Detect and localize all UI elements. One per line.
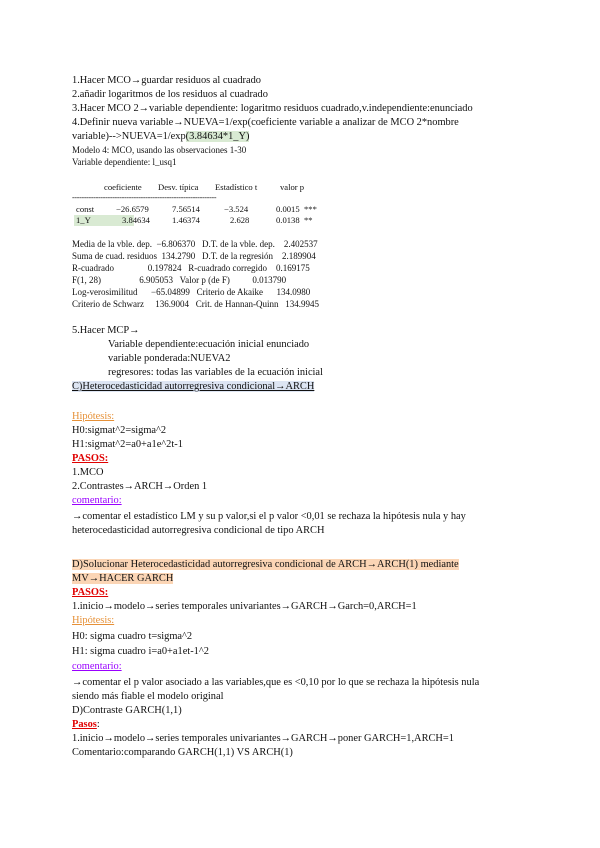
- step-4-formula: variable)-->NUEVA=1/exp: [72, 131, 186, 142]
- model-dep-var: Variable dependiente: l_usq1: [72, 157, 177, 167]
- pasos-label: PASOS:: [72, 453, 109, 464]
- step-5: 5.Hacer MCP→: [72, 325, 140, 336]
- pasos-label: PASOS:: [72, 587, 109, 598]
- step-5-dep: Variable dependiente:ecuación inicial enunciado: [108, 339, 310, 350]
- comentario-text: →comentar el estadístico LM y su p valor,si el p valor <0,01 se rechaza la hipótesis nula y hay: [72, 511, 466, 522]
- hipotesis-label: Hipótesis:: [72, 411, 115, 422]
- row-name: const: [76, 204, 95, 214]
- section-d-heading-2: [72, 572, 173, 585]
- hipotesis-label: Hipótesis:: [72, 615, 115, 626]
- step-1: 1.Hacer MCO→guardar residuos al cuadrado: [72, 75, 261, 86]
- col-coef-header: coeficiente: [104, 182, 142, 192]
- col-t-header: Estadístico t: [215, 182, 258, 192]
- table-separator: -------------------------------------------------------------: [72, 193, 217, 202]
- h1: H1:sigmat^2=a0+a1e^2t-1: [72, 439, 183, 450]
- row-stars: ***: [304, 204, 317, 214]
- step-4-continued: [72, 130, 249, 143]
- step-5-regressors: regresores: todas las variables de la ecuación inicial: [108, 367, 323, 378]
- coef-table: [72, 182, 372, 232]
- step-5-weighted: variable ponderada:NUEVA2: [108, 353, 231, 364]
- row-p: 0.0138: [276, 215, 300, 225]
- step-4: 4.Definir nueva variable→NUEVA=1/exp(coeficiente variable a analizar de MCO 2*nombre: [72, 117, 459, 128]
- comentario-text: heterocedasticidad autorregresiva condicional de tipo ARCH: [72, 525, 325, 536]
- stat-line: Log-verosimilitud −65.04899 Criterio de Akaike 134.0980: [72, 287, 311, 297]
- stat-line: R-cuadrado 0.197824 R-cuadrado corregido 0.169175: [72, 263, 310, 273]
- pasos-item: 2.Contrastes→ARCH→Orden 1: [72, 481, 208, 492]
- stat-line: Criterio de Schwarz 136.9004 Crit. de Hannan-Quinn 134.9945: [72, 299, 319, 309]
- stat-line: F(1, 28) 6.905053 Valor p (de F) 0.013790: [72, 275, 287, 285]
- comentario-label: comentario:: [72, 661, 122, 672]
- row-se: 7.56514: [172, 204, 200, 214]
- section-c-heading: [72, 380, 314, 393]
- col-se-header: Desv. típica: [158, 182, 199, 192]
- row-stars: **: [304, 215, 313, 225]
- row-t: −3.524: [224, 204, 249, 214]
- pasos-colon: :: [96, 719, 100, 730]
- model-title: Modelo 4: MCO, usando las observaciones 1-30: [72, 145, 247, 155]
- step-2: 2.añadir logaritmos de los residuos al cuadrado: [72, 89, 268, 100]
- comentario-label: comentario:: [72, 495, 122, 506]
- stat-line: Suma de cuad. residuos 134.2790 D.T. de la regresión 2.189904: [72, 251, 316, 261]
- col-p-header: valor p: [280, 182, 305, 192]
- step-4-highlight: (3.84634*1_Y): [185, 131, 250, 142]
- pasos-label: Pasos: [72, 719, 97, 730]
- pasos-item: 1.MCO: [72, 467, 104, 478]
- section-d-heading: [72, 558, 459, 571]
- pasos-item: 1.inicio→modelo→series temporales univariantes→GARCH→poner GARCH=1,ARCH=1: [72, 733, 454, 744]
- row-coef: 3.84634: [122, 215, 150, 225]
- row-t: 2.628: [230, 215, 250, 225]
- h1: H1: sigma cuadro i=a0+a1et-1^2: [72, 646, 209, 657]
- section-d2-heading: D)Contraste GARCH(1,1): [72, 705, 182, 716]
- pasos-item: 1.inicio→modelo→series temporales univariantes→GARCH→Garch=0,ARCH=1: [72, 601, 417, 612]
- row-p: 0.0015: [276, 204, 300, 214]
- section-d-title-2: MV→HACER GARCH: [72, 573, 174, 584]
- step-3: 3.Hacer MCO 2→variable dependiente: logaritmo residuos cuadrado,v.independiente:enunciado: [72, 103, 473, 114]
- row-coef: −26.6579: [116, 204, 149, 214]
- h0: H0:sigmat^2=sigma^2: [72, 425, 167, 436]
- row-name: 1_Y: [76, 215, 91, 225]
- section-c-title: C)Heterocedasticidad autorregresiva condicional→ARCH: [72, 381, 315, 392]
- row-se: 1.46374: [172, 215, 200, 225]
- h0: H0: sigma cuadro t=sigma^2: [72, 631, 193, 642]
- pasos-label-line: [72, 718, 100, 731]
- stat-line: Media de la vble. dep. −6.806370 D.T. de la vble. dep. 2.402537: [72, 239, 318, 249]
- comentario-text: siendo más fiable el modelo original: [72, 691, 224, 702]
- section-d-title: D)Solucionar Heterocedasticidad autorregresiva condicional de ARCH→ARCH(1) mediante: [72, 559, 459, 570]
- comentario-text: →comentar el p valor asociado a las variables,que es <0,10 por lo que se rechaza la hipótesis nula: [72, 677, 480, 688]
- comentario-text: Comentario:comparando GARCH(1,1) VS ARCH(1): [72, 747, 293, 758]
